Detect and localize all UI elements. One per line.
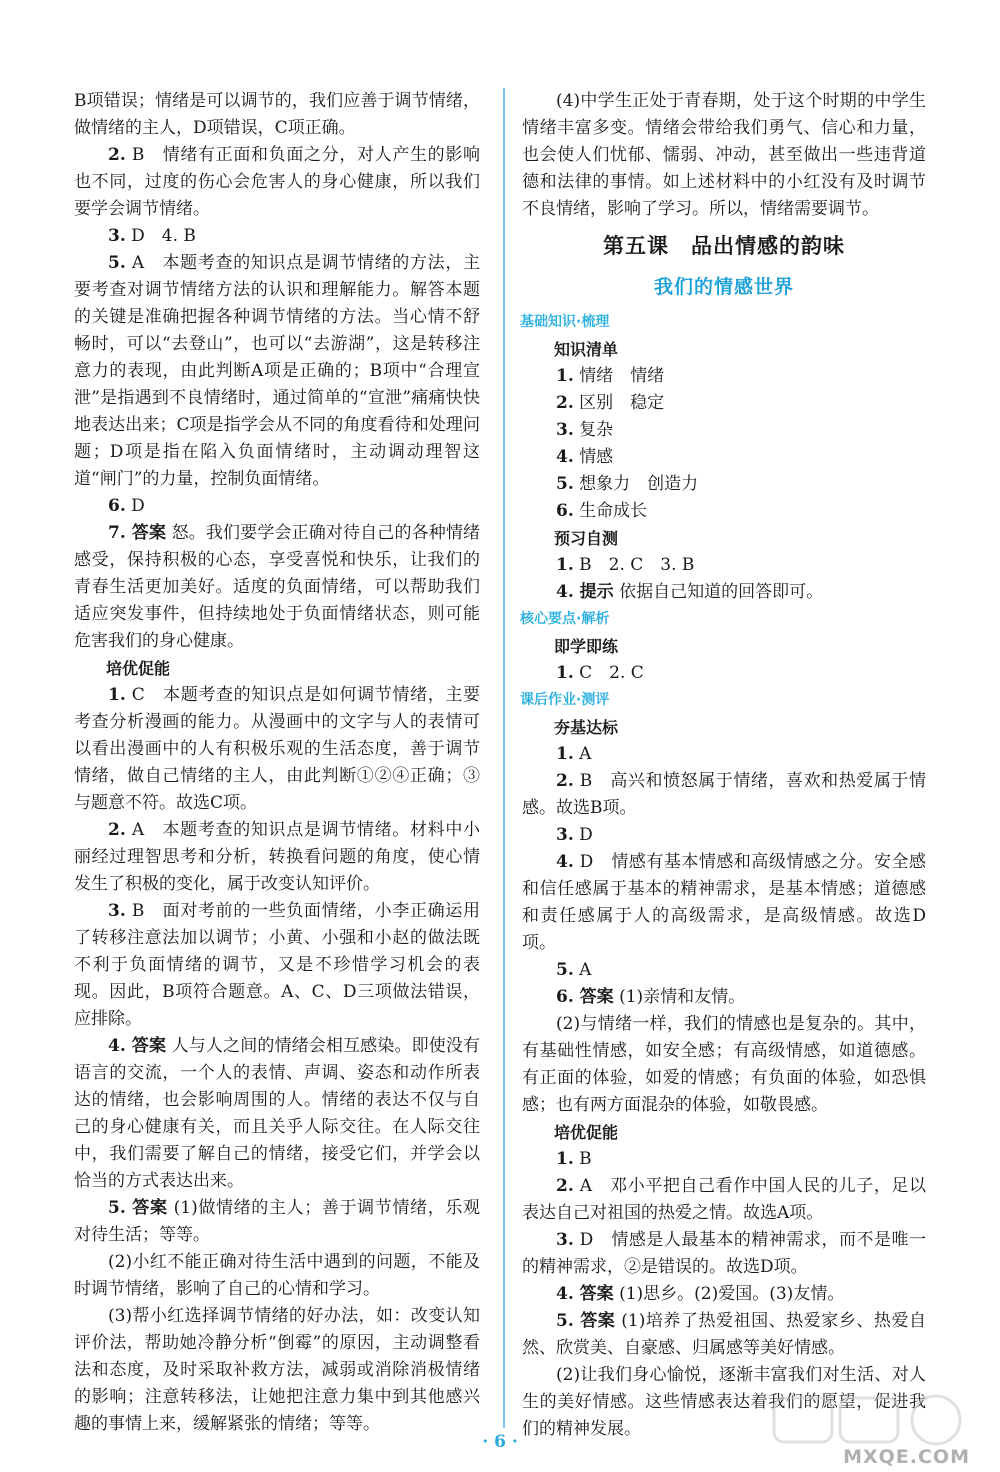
answer-text: D 情感是人最基本的精神需求，而不是唯一的精神需求，②是错误的。故选D项。 — [522, 1230, 926, 1277]
question-answer — [522, 363, 926, 390]
question-answer — [522, 552, 926, 579]
answer-text: B 情绪有正面和负面之分，对人产生的影响也不同，过度的伤心会危害人的身心健康，所以我们要学会调节情绪。 — [74, 145, 480, 219]
question-number: 2. — [108, 145, 126, 165]
question-number: 1. — [108, 685, 126, 705]
question-answer — [522, 579, 926, 606]
question-number: 4. 提示 — [556, 582, 614, 602]
question-number: 5. 答案 — [108, 1198, 168, 1218]
question-number: 4. — [556, 447, 574, 467]
column-divider — [503, 88, 505, 1428]
question-answer — [522, 849, 926, 957]
question-answer — [522, 957, 926, 984]
answer-text: 情绪 情绪 — [579, 366, 665, 386]
question-answer — [522, 444, 926, 471]
subsection-heading: 即学即练 — [554, 637, 619, 656]
answer-text: 生命成长 — [579, 501, 648, 521]
question-number: 5. — [108, 253, 126, 273]
answer-text: (1)做情绪的主人；善于调节情绪，乐观对待生活；等等。 — [74, 1198, 480, 1245]
question-answer — [74, 682, 480, 817]
answer-text: 情感 — [579, 447, 614, 467]
answer-text: B 2. C 3. B — [579, 555, 695, 575]
answer-text: 依据自己知道的回答即可。 — [619, 582, 824, 602]
question-answer — [74, 1195, 480, 1249]
question-answer — [522, 741, 926, 768]
subsection-heading: 知识清单 — [554, 340, 619, 359]
question-number: 5. — [556, 960, 574, 980]
question-answer — [522, 1146, 926, 1173]
answer-text: 区别 稳定 — [579, 393, 665, 413]
question-number: 1. — [556, 555, 574, 575]
question-answer — [522, 498, 926, 525]
question-number: 6. — [556, 501, 574, 521]
section-title: 我们的情感世界 — [653, 276, 794, 298]
question-answer — [522, 1173, 926, 1227]
page-number: · 6 · — [482, 1432, 518, 1452]
answer-text: B 高兴和愤怒属于情绪，喜欢和热爱属于情感。故选B项。 — [522, 771, 927, 818]
question-number: 3. — [108, 226, 126, 246]
answer-text: 想象力 创造力 — [579, 474, 699, 494]
subsection-heading: 预习自测 — [554, 529, 619, 548]
lesson-title: 第五课 品出情感的韵味 — [603, 234, 845, 258]
subsection-heading: 培优促能 — [106, 659, 171, 678]
answer-text: 复杂 — [579, 420, 614, 440]
question-number: 1. — [556, 744, 574, 764]
question-number: 2. — [556, 393, 574, 413]
left-column — [74, 88, 480, 1438]
answer-text: C 2. C — [579, 663, 644, 683]
answer-paragraph: (4)中学生正处于青春期，处于这个时期的中学生情绪丰富多变。情绪会带给我们勇气、信心和力量，也会使人们忧郁、懦弱、冲动，甚至做出一些违背道德和法律的事情。如上述材料中的小红没有及时调节不良情绪，影响了学习。所以，情绪需要调节。 — [522, 91, 926, 219]
question-answer — [522, 822, 926, 849]
question-answer — [522, 1281, 926, 1308]
question-number: 7. 答案 — [108, 523, 167, 543]
answer-paragraph: (2)让我们身心愉悦，逐渐丰富我们对生活、对人生的美好情感。这些情感表达着我们的愿望，促进我们的精神发展。 — [522, 1365, 926, 1439]
question-number: 4. — [556, 852, 574, 872]
answer-text: A 邓小平把自己看作中国人民的儿子，足以表达自己对祖国的热爱之情。故选A项。 — [522, 1176, 926, 1223]
answer-paragraph: (2)小红不能正确对待生活中遇到的问题，不能及时调节情绪，影响了自己的心情和学习。 — [74, 1252, 480, 1299]
question-answer — [74, 898, 480, 1033]
question-number: 1. — [556, 663, 574, 683]
question-answer — [522, 1227, 926, 1281]
question-number: 4. 答案 — [556, 1284, 614, 1304]
question-answer — [74, 493, 480, 520]
paragraph: B项错误；情绪是可以调节的，我们应善于调节情绪，做情绪的主人，D项错误，C项正确。 — [74, 91, 480, 138]
answer-paragraph: (3)帮小红选择调节情绪的好办法，如：改变认知评价法，帮助她冷静分析“倒霉”的原因，主动调整看法和态度，及时采取补救方法，减弱或消除消极情绪的影响；注意转移法，让她把注意力集中到其他感兴趣的事情上来，缓解紧张的情绪；等等。 — [74, 1306, 480, 1434]
answer-text: A 本题考查的知识点是调节情绪。材料中小丽经过理智思考和分析，转换看问题的角度，使心情发生了积极的变化，属于改变认知评价。 — [74, 820, 481, 894]
question-number: 1. — [556, 1149, 574, 1169]
watermark-text: MXQE.COM — [843, 1446, 970, 1468]
question-number: 3. — [556, 1230, 574, 1250]
question-number: 5. 答案 — [556, 1311, 616, 1331]
answer-text: (1)思乡。(2)爱国。(3)友情。 — [619, 1284, 845, 1304]
section-tag: 核心要点·解析 — [520, 611, 610, 627]
question-answer — [522, 417, 926, 444]
question-answer — [522, 984, 926, 1011]
question-number: 4. 答案 — [108, 1036, 167, 1056]
question-answer — [522, 768, 926, 822]
answer-text: 人与人之间的情绪会相互感染。即使没有语言的交流，一个人的表情、声调、姿态和动作所表达的情绪，也会影响周围的人。情绪的表达不仅与自己的身心健康有关，而且关乎人际交往。在人际交往中，我们需要了解自己的情绪，接受它们，并学会以恰当的方式表达出来。 — [74, 1036, 481, 1191]
question-number: 6. 答案 — [556, 987, 614, 1007]
answer-text: D 4. B — [131, 226, 196, 246]
answer-text: C 本题考查的知识点是如何调节情绪，主要考查分析漫画的能力。从漫画中的文字与人的表情可以看出漫画中的人有积极乐观的生活态度，善于调节情绪，做自己情绪的主人，由此判断①②④正确；③与题意不符。故选C项。 — [74, 685, 480, 813]
question-number: 1. — [556, 366, 574, 386]
answer-text: D 情感有基本情感和高级情感之分。安全感和信任感属于基本的精神需求，是基本情感；道德感和责任感属于人的高级需求，是高级情感。故选D项。 — [522, 852, 926, 953]
section-tag: 基础知识·梳理 — [520, 314, 610, 330]
answer-text: (1)亲情和友情。 — [619, 987, 746, 1007]
question-number: 2. — [556, 1176, 574, 1196]
answer-text: B 面对考前的一些负面情绪，小李正确运用了转移注意法加以调节；小黄、小强和小赵的做法既不利于负面情绪的调节，又是不珍惜学习机会的表现。因此，B项符合题意。A、C、D三项做法错误，应排除。 — [74, 901, 480, 1029]
question-answer — [74, 142, 480, 223]
question-answer — [522, 390, 926, 417]
question-number: 2. — [108, 820, 126, 840]
answer-text: D — [131, 496, 145, 516]
question-answer — [522, 471, 926, 498]
question-answer — [74, 520, 480, 655]
question-number: 3. — [556, 420, 574, 440]
answer-text: A — [579, 960, 592, 980]
question-number: 2. — [556, 771, 574, 791]
answer-text: 怒。我们要学会正确对待自己的各种情绪感受，保持积极的心态，享受喜悦和快乐，让我们的青春生活更加美好。适度的负面情绪，可以帮助我们适应突发事件，但持续地处于负面情绪状态，则可能危害我们的身心健康。 — [74, 523, 481, 651]
subsection-heading: 夯基达标 — [554, 718, 619, 737]
question-answer — [522, 660, 926, 687]
question-answer — [74, 817, 480, 898]
answer-paragraph: (2)与情绪一样，我们的情感也是复杂的。其中，有基础性情感，如安全感；有高级情感，如道德感。有正面的体验，如爱的情感；有负面的体验，如恐惧感；也有两方面混杂的体验，如敬畏感。 — [522, 1014, 926, 1115]
right-column — [522, 88, 926, 1443]
answer-text: B — [579, 1149, 592, 1169]
question-answer — [74, 250, 480, 493]
question-number: 3. — [108, 901, 126, 921]
answer-text: (1)培养了热爱祖国、热爱家乡、热爱自然、欣赏美、自豪感、归属感等美好情感。 — [522, 1311, 926, 1358]
answer-text: A 本题考查的知识点是调节情绪的方法，主要考查对调节情绪方法的认识和理解能力。解答本题的关键是准确把握各种调节情绪的方法。当心情不舒畅时，可以“去登山”，也可以“去游湖”，这是转移注意力的表现，由此判断A项是正确的；B项中“合理宣泄”是指遇到不良情绪时，通过简单的“宣泄”痛痛快快地表达出来；C项是指学会从不同的角度看待和处理问题；D项是指在陷入负面情绪时，主动调动理智这道“闸门”的力量，控制负面情绪。 — [74, 253, 481, 489]
question-answer — [74, 223, 480, 250]
section-tag: 课后作业·测评 — [520, 692, 610, 708]
question-number: 3. — [556, 825, 574, 845]
question-number: 6. — [108, 496, 126, 516]
answer-text: A — [579, 744, 592, 764]
subsection-heading: 培优促能 — [554, 1123, 619, 1142]
question-number: 5. — [556, 474, 574, 494]
answer-text: D — [579, 825, 593, 845]
question-answer — [522, 1308, 926, 1362]
question-answer — [74, 1033, 480, 1195]
